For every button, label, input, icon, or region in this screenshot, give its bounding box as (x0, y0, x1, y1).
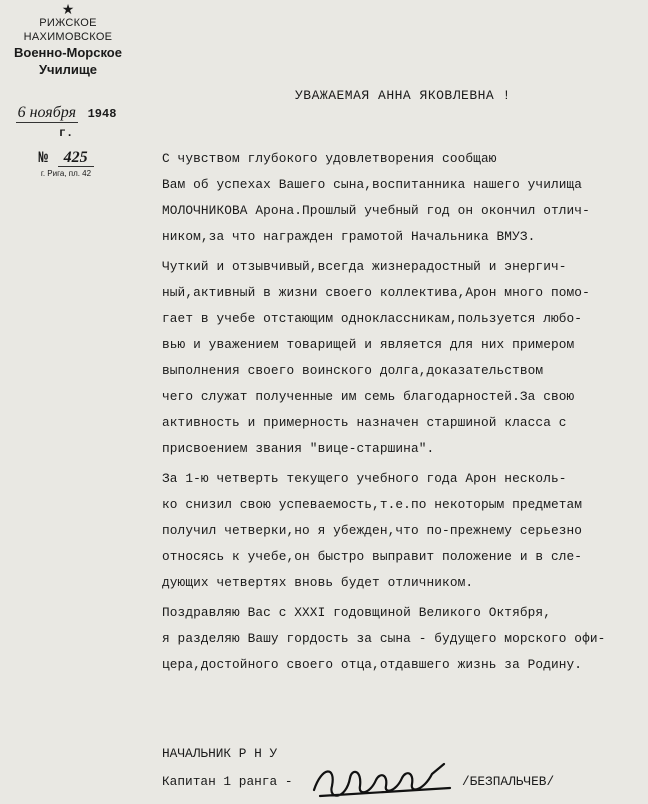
number-handwritten: 425 (58, 149, 94, 167)
date-handwritten: 6 ноября (17, 104, 76, 121)
letterhead (4, 2, 132, 78)
body-line: Чуткий и отзывчивый,всегда жизнерадостный и энергич- (162, 259, 567, 274)
body-line: ником,за что награжден грамотой Начальника ВМУЗ. (162, 229, 536, 244)
body-line: активность и примерность назначен старшиной класса с (162, 415, 567, 430)
signature-block (162, 740, 632, 796)
body-line: чего служат полученные им семь благодарностей.За свою (162, 389, 575, 404)
date-year: 1948 г. (58, 107, 117, 140)
date-block (6, 104, 126, 178)
handwritten-signature-icon (310, 760, 460, 804)
body-line: цера,достойного своего отца,отдавшего жизнь за Родину. (162, 657, 583, 672)
body-line: вью и уважением товарищей и является для них примером (162, 337, 575, 352)
body-line: Вам об успехах Вашего сына,воспитанника нашего училища (162, 177, 583, 192)
body-line: гает в учебе отстающим одноклассникам,пользуется любо- (162, 311, 583, 326)
letter-body (162, 146, 632, 678)
document-number (6, 149, 126, 167)
letterhead-line-1: РИЖСКОЕ (39, 17, 97, 29)
letterhead-line-2: НАХИМОВСКОЕ (23, 31, 113, 43)
letterhead-line-3: Военно-Морское (14, 45, 122, 60)
body-line: С чувством глубокого удовлетворения сообщаю (162, 151, 497, 166)
body-line: присвоением звания "вице-старшина". (162, 441, 435, 456)
number-prefix: № (38, 149, 48, 167)
letterhead-line-4: Училище (38, 62, 98, 77)
body-line: ный,активный в жизни своего коллектива,Арон много помо- (162, 285, 590, 300)
signature-row-2 (162, 768, 632, 796)
salutation: УВАЖАЕМАЯ АННА ЯКОВЛЕВНА ! (295, 88, 511, 103)
body-line: МОЛОЧНИКОВА Арона.Прошлый учебный год он окончил отлич- (162, 203, 590, 218)
signature-title-line-1: НАЧАЛЬНИК Р Н У (162, 746, 278, 761)
body-line: получил четверки,но я убежден,что по-прежнему серьезно (162, 523, 583, 538)
body-line: За 1-ю четверть текущего учебного года Арон несколь- (162, 471, 567, 486)
body-line: выполнения своего воинского долга,доказательством (162, 363, 544, 378)
body-line: дующих четвертях вновь будет отличником. (162, 575, 474, 590)
body-line: я разделяю Вашу гордость за сына - будущего морского офи- (162, 631, 606, 646)
star-icon: ★ (61, 1, 75, 17)
body-line: ко снизил свою успеваемость,т.е.по некоторым предметам (162, 497, 583, 512)
body-line: Поздравляю Вас с XXXI годовщиной Великого Октября, (162, 605, 551, 620)
signature-name: /БЕЗПАЛЬЧЕВ/ (462, 774, 555, 789)
address: г. Рига, пл. 42 (40, 169, 92, 178)
signature-title-line-2: Капитан 1 ранга - (162, 774, 293, 789)
body-line: относясь к учебе,он быстро выправит положение и в сле- (162, 549, 583, 564)
